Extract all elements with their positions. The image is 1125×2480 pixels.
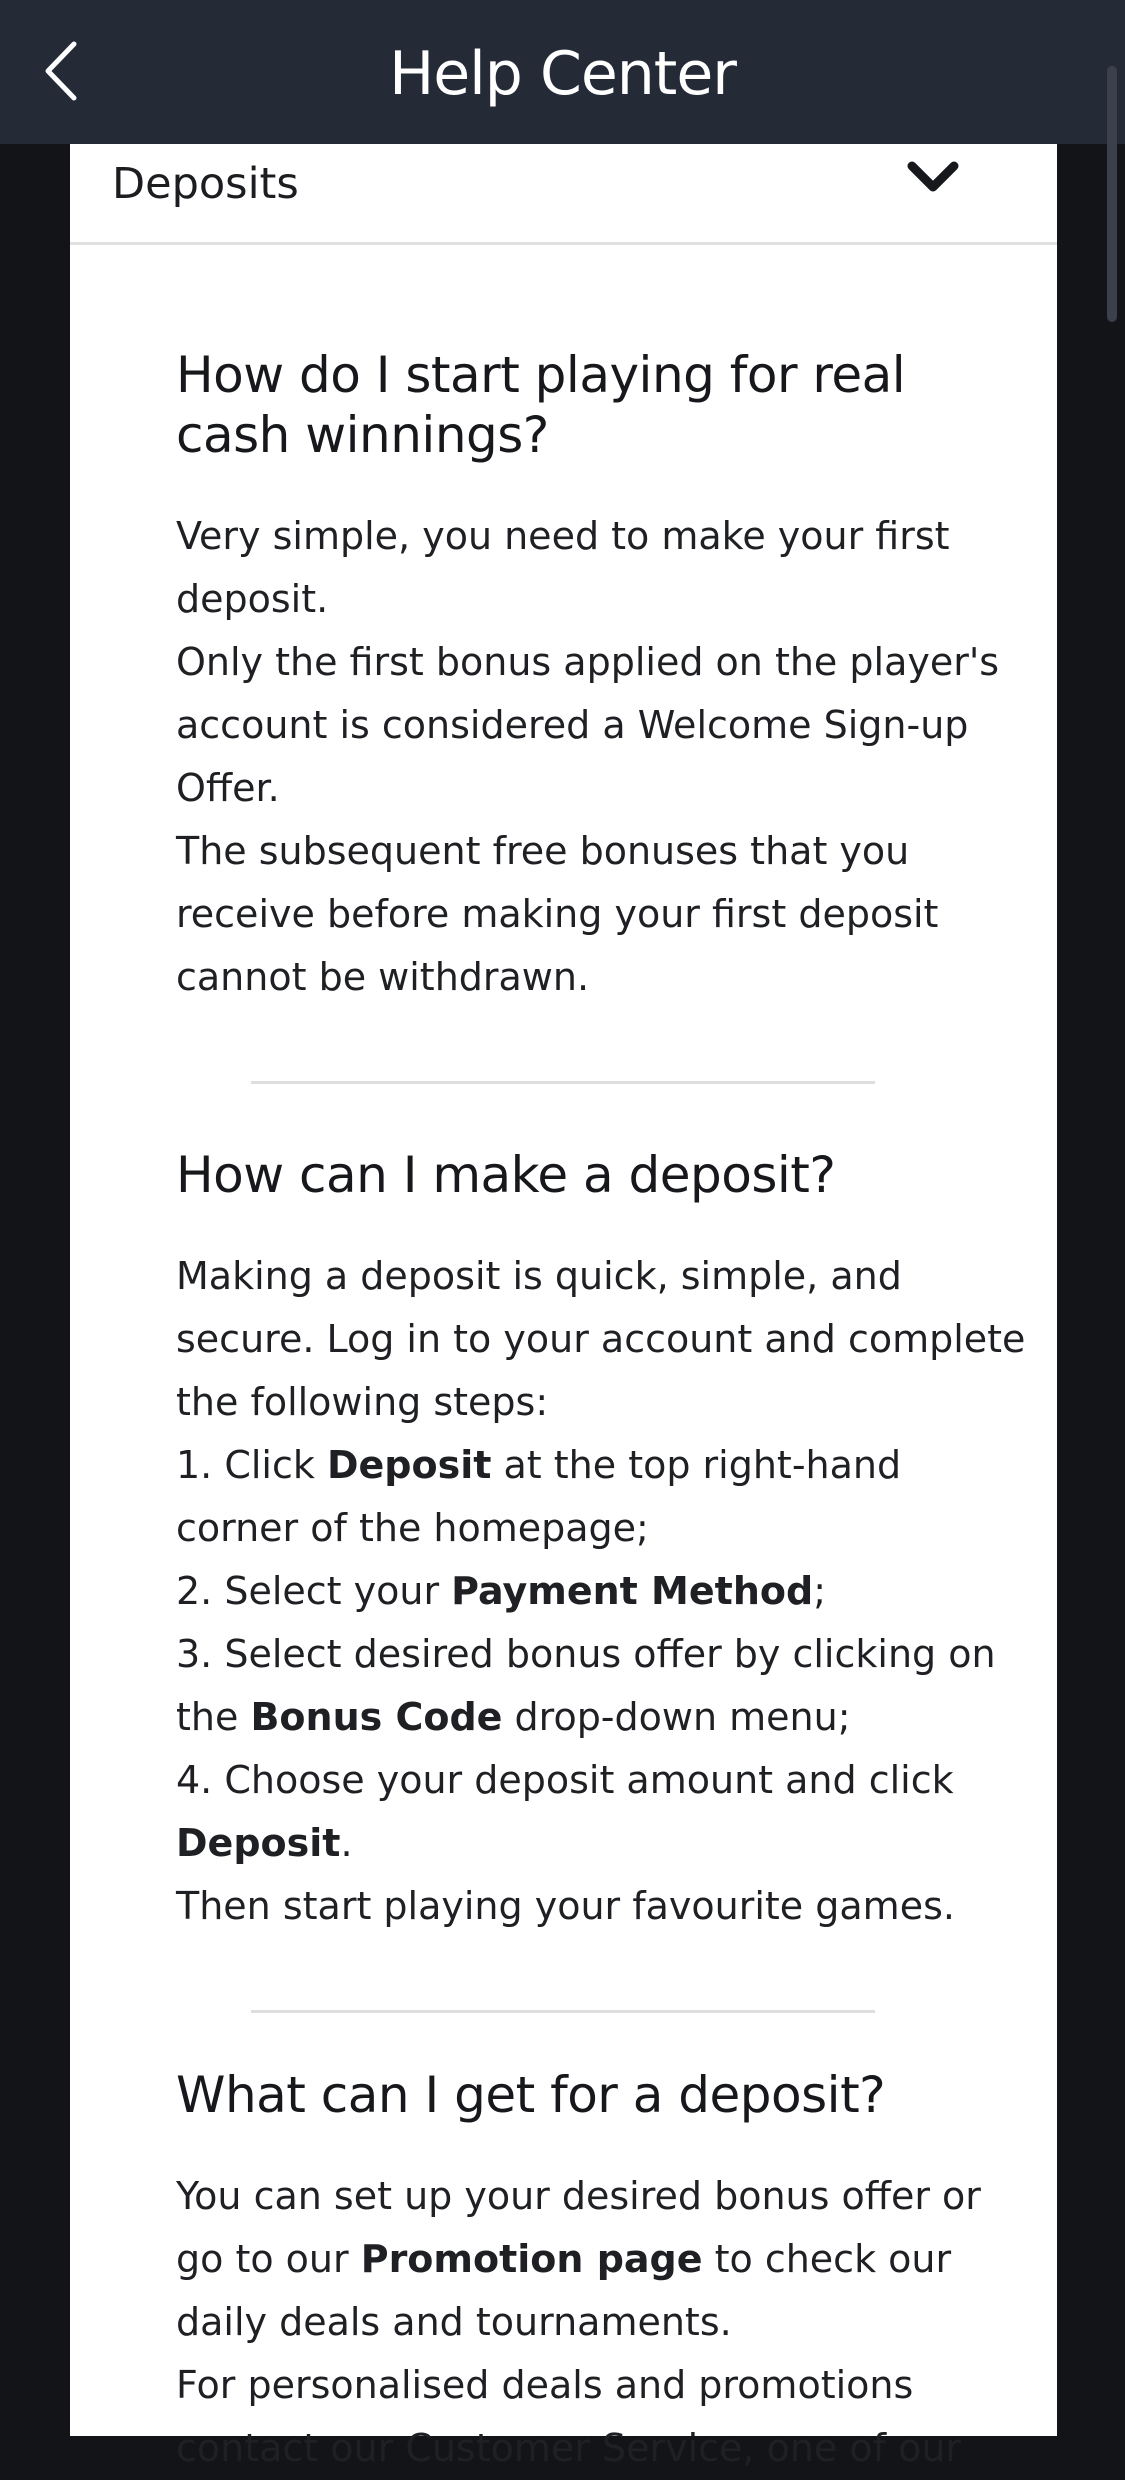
help-panel — [70, 144, 1057, 2470]
answer-paragraph: You can set up your desired bonus offer or go to our Promotion page to check our daily deals and tournaments. — [176, 2174, 981, 2344]
faq-item — [176, 1145, 1026, 1938]
faq-list — [176, 345, 1026, 2480]
faq-item — [176, 345, 1026, 1009]
faq-question: How can I make a deposit? — [176, 1146, 836, 1204]
divider — [251, 1081, 875, 1084]
faq-question: What can I get for a deposit? — [176, 2066, 886, 2124]
answer-paragraph: The subsequent free bonuses that you receive before making your first deposit cannot be withdrawn. — [176, 829, 939, 999]
answer-paragraph: Then start playing your favourite games. — [176, 1884, 955, 1928]
answer-step: 1. Click Deposit at the top right-hand corner of the homepage; — [176, 1443, 902, 1550]
faq-answer — [176, 1245, 1026, 1938]
faq-question: How do I start playing for real cash winnings? — [176, 346, 906, 464]
bonus-code-term: Bonus Code — [250, 1695, 503, 1739]
payment-method-term: Payment Method — [451, 1569, 814, 1613]
chevron-down-icon[interactable] — [906, 158, 960, 198]
app-header — [0, 0, 1125, 144]
promotion-page-term: Promotion page — [360, 2237, 703, 2281]
answer-paragraph: Making a deposit is quick, simple, and secure. Log in to your account and complete the following steps: — [176, 1254, 1026, 1424]
scrollbar-thumb[interactable] — [1107, 66, 1117, 322]
accordion-deposits-header[interactable] — [70, 144, 1057, 245]
deposit-term: Deposit — [176, 1821, 341, 1865]
answer-paragraph: Very simple, you need to make your first deposit. — [176, 514, 950, 621]
faq-answer — [176, 2165, 1026, 2480]
page-title: Help Center — [389, 39, 736, 109]
divider — [251, 2010, 875, 2013]
answer-step: 3. Select desired bonus offer by clicking on the Bonus Code drop-down menu; — [176, 1632, 996, 1739]
answer-step: 2. Select your Payment Method; — [176, 1569, 826, 1613]
answer-step: 4. Choose your deposit amount and click Deposit. — [176, 1758, 954, 1865]
faq-answer — [176, 505, 1026, 1009]
answer-paragraph: For personalised deals and promotions contact our Customer Service, one of our — [176, 2363, 962, 2470]
faq-item — [176, 2065, 1026, 2480]
accordion-title: Deposits — [112, 159, 299, 209]
answer-paragraph: Only the first bonus applied on the player's account is considered a Welcome Sign-up Offer. — [176, 640, 1000, 810]
deposit-term: Deposit — [326, 1443, 492, 1487]
